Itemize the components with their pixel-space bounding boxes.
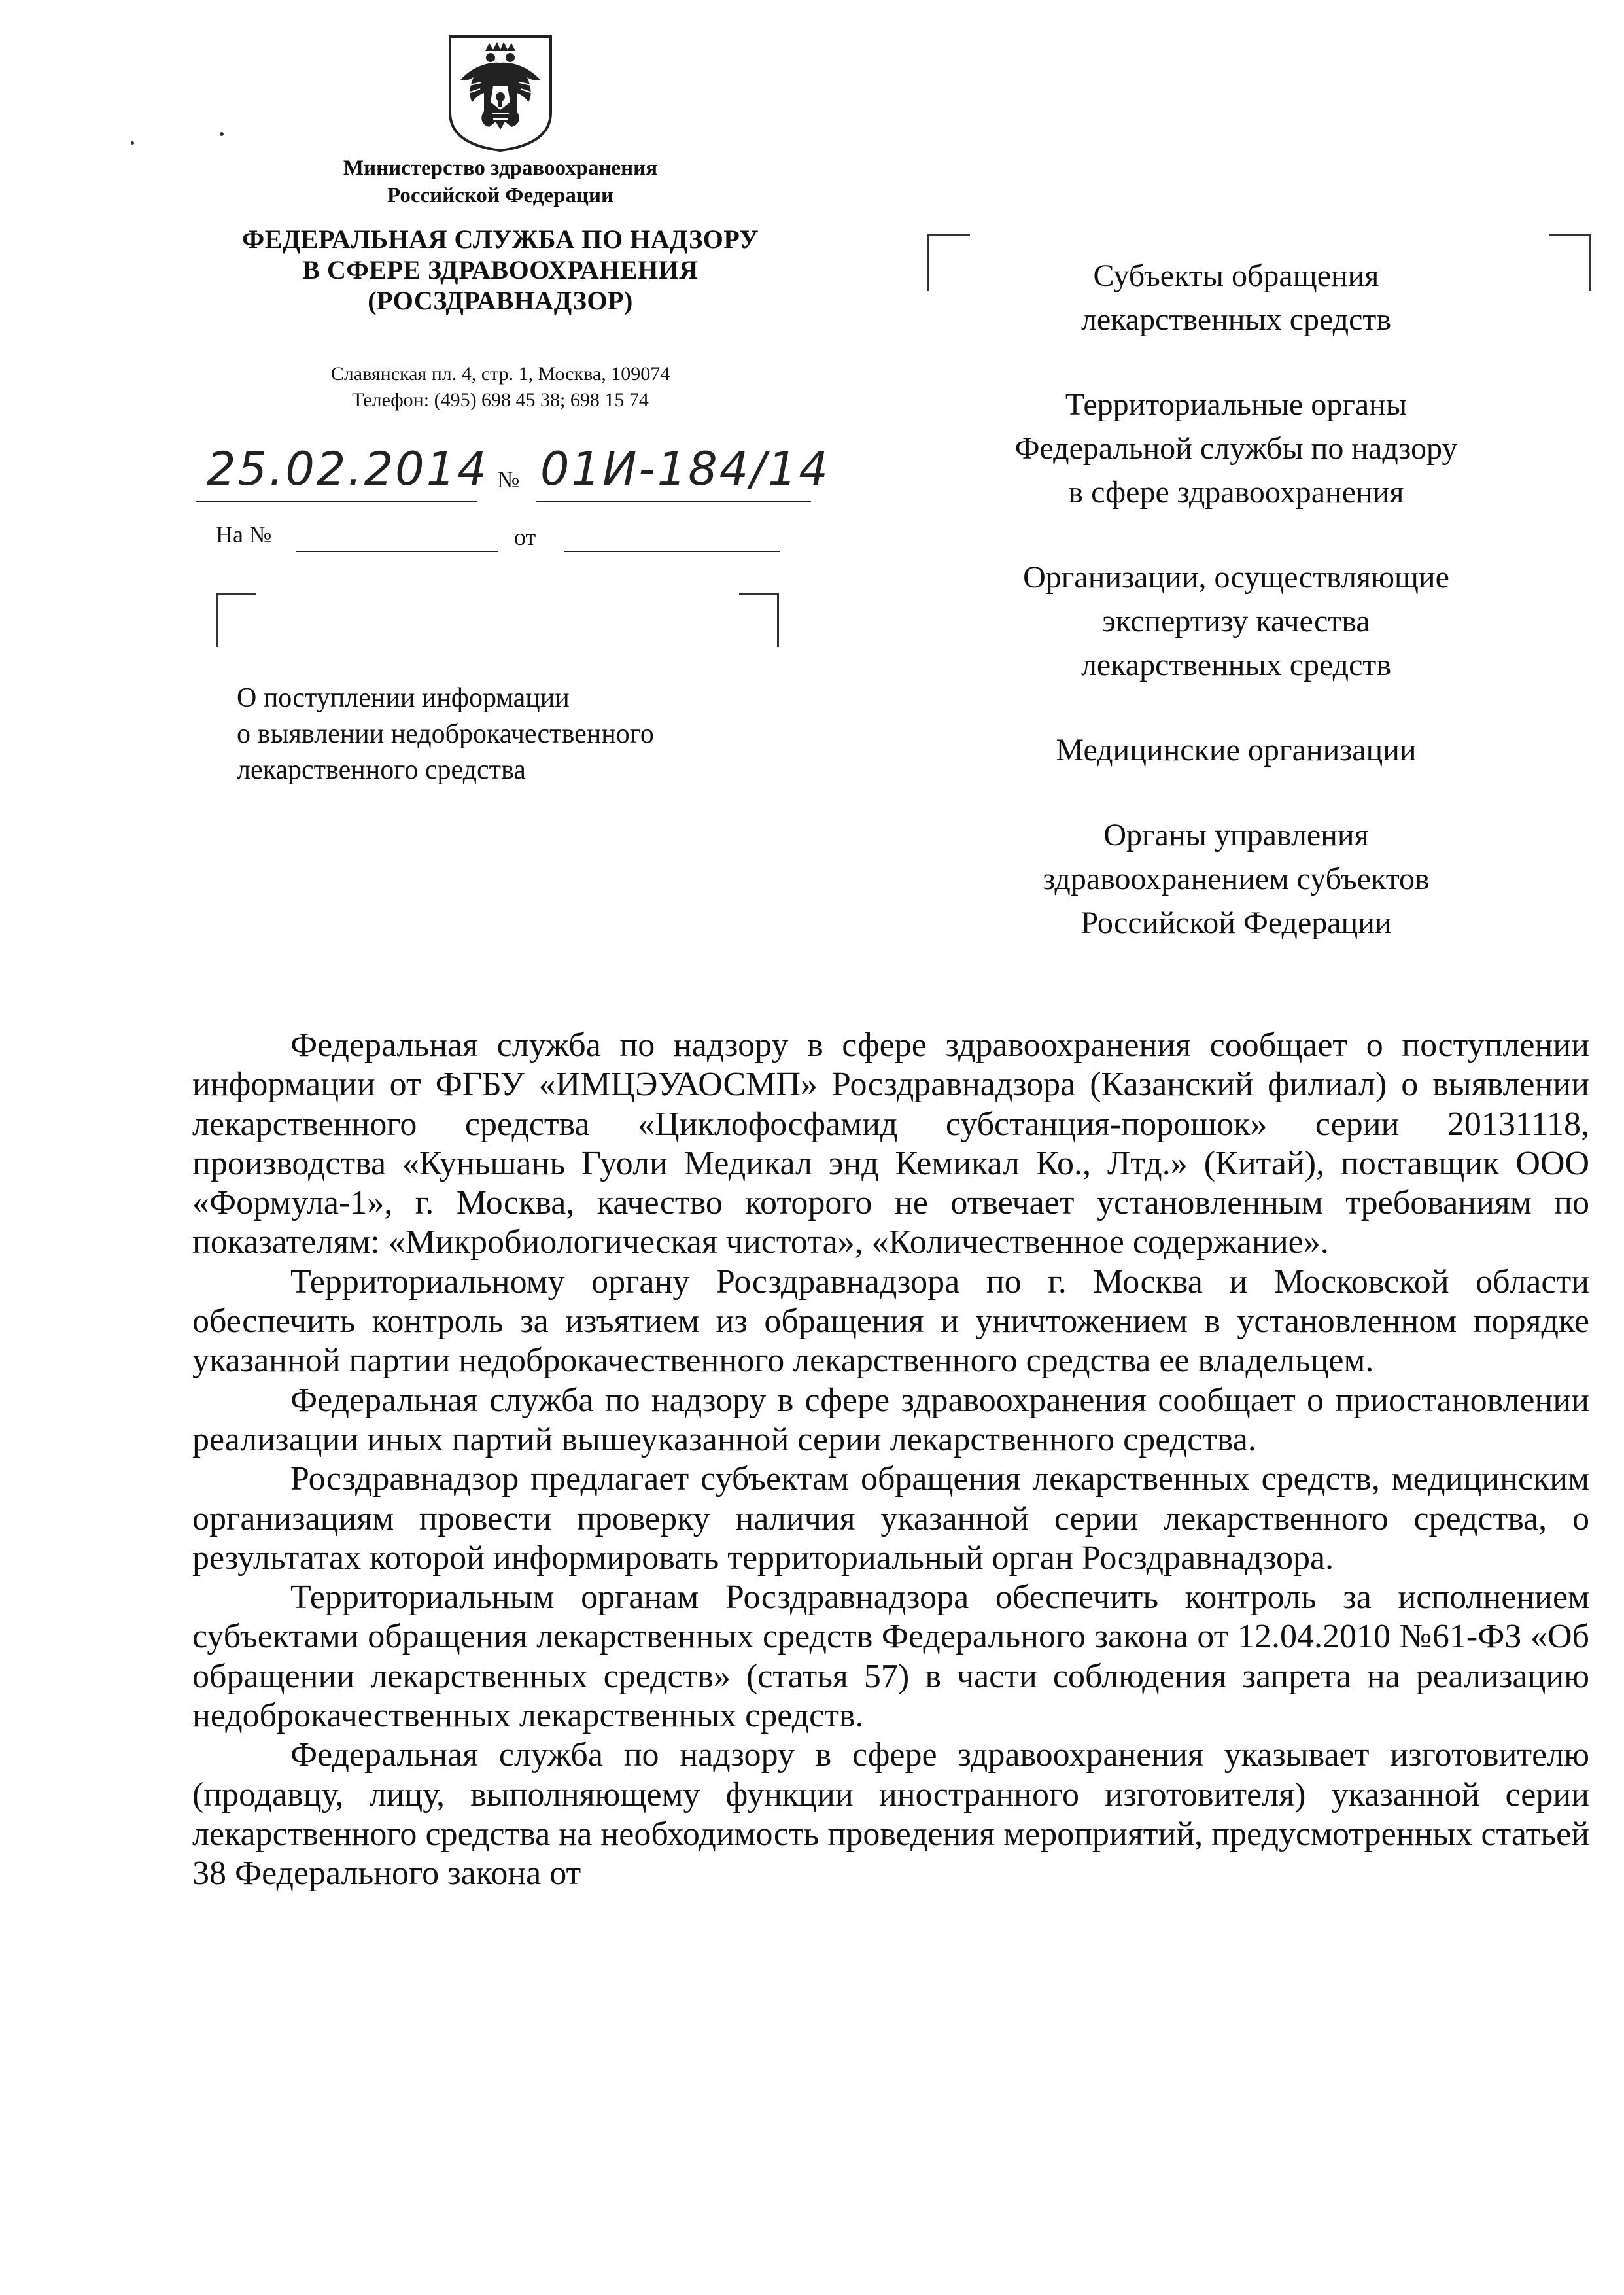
coat-of-arms-icon (446, 34, 555, 153)
recipient (935, 254, 1537, 342)
address-line: Телефон: (495) 698 45 38; 698 15 74 (352, 389, 649, 411)
body-paragraph: Росздравнадзор предлагает субъектам обращения лекарственных средств, медицинским организациям провести проверку наличия указанной серии лекарственного средства, о результатах которой информировать территориальный орган Росздравнадзора. (192, 1460, 1589, 1577)
corner-mark (739, 593, 779, 647)
ministry-line: Министерство здравоохранения (343, 156, 658, 180)
address-line: Славянская пл. 4, стр. 1, Москва, 109074 (330, 363, 670, 385)
document-number: 01И-184/14 (540, 442, 830, 496)
ministry-name (216, 154, 785, 209)
agency-line: ФЕДЕРАЛЬНАЯ СЛУЖБА ПО НАДЗОРУ (241, 224, 759, 254)
reply-from-underline (564, 551, 780, 552)
recipient-line: Организации, осуществляющие (1023, 560, 1449, 595)
recipient-line: здравоохранением субъектов (1043, 862, 1430, 896)
reply-number-underline (296, 551, 498, 552)
scan-speck (131, 141, 134, 145)
document-date: 25.02.2014 (207, 442, 489, 496)
body-paragraph: Федеральная служба по надзору в сфере здравоохранения указывает изготовителю (продавцу, лицу, выполняющему функции иностранного изготовителя) указанной серии лекарственного средства на необходимость проведения мероприятий, предусмотренных статьей 38 Федерального закона от (192, 1736, 1589, 1893)
recipient-line: Российской Федерации (1080, 905, 1392, 940)
recipient-line: Федеральной службы по надзору (1014, 431, 1458, 466)
ministry-line: Российской Федерации (387, 184, 613, 207)
body-paragraph: Федеральная служба по надзору в сфере здравоохранения сообщает о приостановлении реализации иных партий вышеуказанной серии лекарственного средства. (192, 1381, 1589, 1458)
recipient-line: Органы управления (1103, 818, 1369, 852)
letter-body (192, 1026, 1589, 1894)
agency-name (190, 224, 811, 316)
number-underline (536, 501, 811, 502)
subject-line: о выявлении недоброкачественного (237, 719, 654, 749)
agency-address (216, 361, 785, 413)
recipient-line: Субъекты обращения (1093, 258, 1379, 293)
corner-mark (216, 593, 256, 647)
recipient-line: в сфере здравоохранения (1068, 475, 1404, 510)
scan-speck (220, 132, 224, 136)
recipient-line: лекарственных средств (1080, 302, 1392, 337)
reply-from-label: от (514, 524, 536, 550)
subject-line: О поступлении информации (237, 683, 570, 713)
recipient-line: экспертизу качества (1102, 604, 1370, 639)
number-label: № (497, 466, 520, 493)
date-underline (196, 501, 477, 502)
recipient (935, 813, 1537, 945)
agency-line: В СФЕРЕ ЗДРАВООХРАНЕНИЯ (302, 255, 699, 285)
recipients-list (935, 254, 1537, 986)
letter-subject (237, 680, 654, 788)
subject-line: лекарственного средства (237, 755, 526, 785)
recipient (935, 555, 1537, 687)
corner-mark (1549, 234, 1591, 291)
recipient (935, 383, 1537, 514)
recipient (935, 728, 1537, 772)
recipient-line: лекарственных средств (1080, 648, 1392, 682)
agency-line: (РОСЗДРАВНАДЗОР) (368, 286, 633, 315)
recipient-line: Медицинские организации (1056, 733, 1417, 767)
body-paragraph: Федеральная служба по надзору в сфере здравоохранения сообщает о поступлении информации от ФГБУ «ИМЦЭУАОСМП» Росздравнадзора (Казанский филиал) о выявлении лекарственного средства «Циклофосфамид субстанция-порошок» серии 20131118, производства «Куньшань Гуоли Медикал энд Кемикал Ко., Лтд.» (Китай), поставщик ООО «Формула-1», г. Москва, качество которого не отвечает установленным требованиям по показателям: «Микробиологическая чистота», «Количественное содержание». (192, 1026, 1589, 1261)
reply-number-label: На № (216, 521, 272, 548)
recipient-line: Территориальные органы (1065, 387, 1408, 422)
body-paragraph: Территориальному органу Росздравнадзора по г. Москва и Московской области обеспечить контроль за изъятием из обращения и уничтожением в установленном порядке указанной партии недоброкачественного лекарственного средства ее владельцем. (192, 1263, 1589, 1380)
body-paragraph: Территориальным органам Росздравнадзора обеспечить контроль за исполнением субъектами обращения лекарственных средств Федерального закона от 12.04.2010 №61-ФЗ «Об обращении лекарственных средств» (статья 57) в части соблюдения запрета на реализацию недоброкачественных лекарственных средств. (192, 1579, 1589, 1735)
